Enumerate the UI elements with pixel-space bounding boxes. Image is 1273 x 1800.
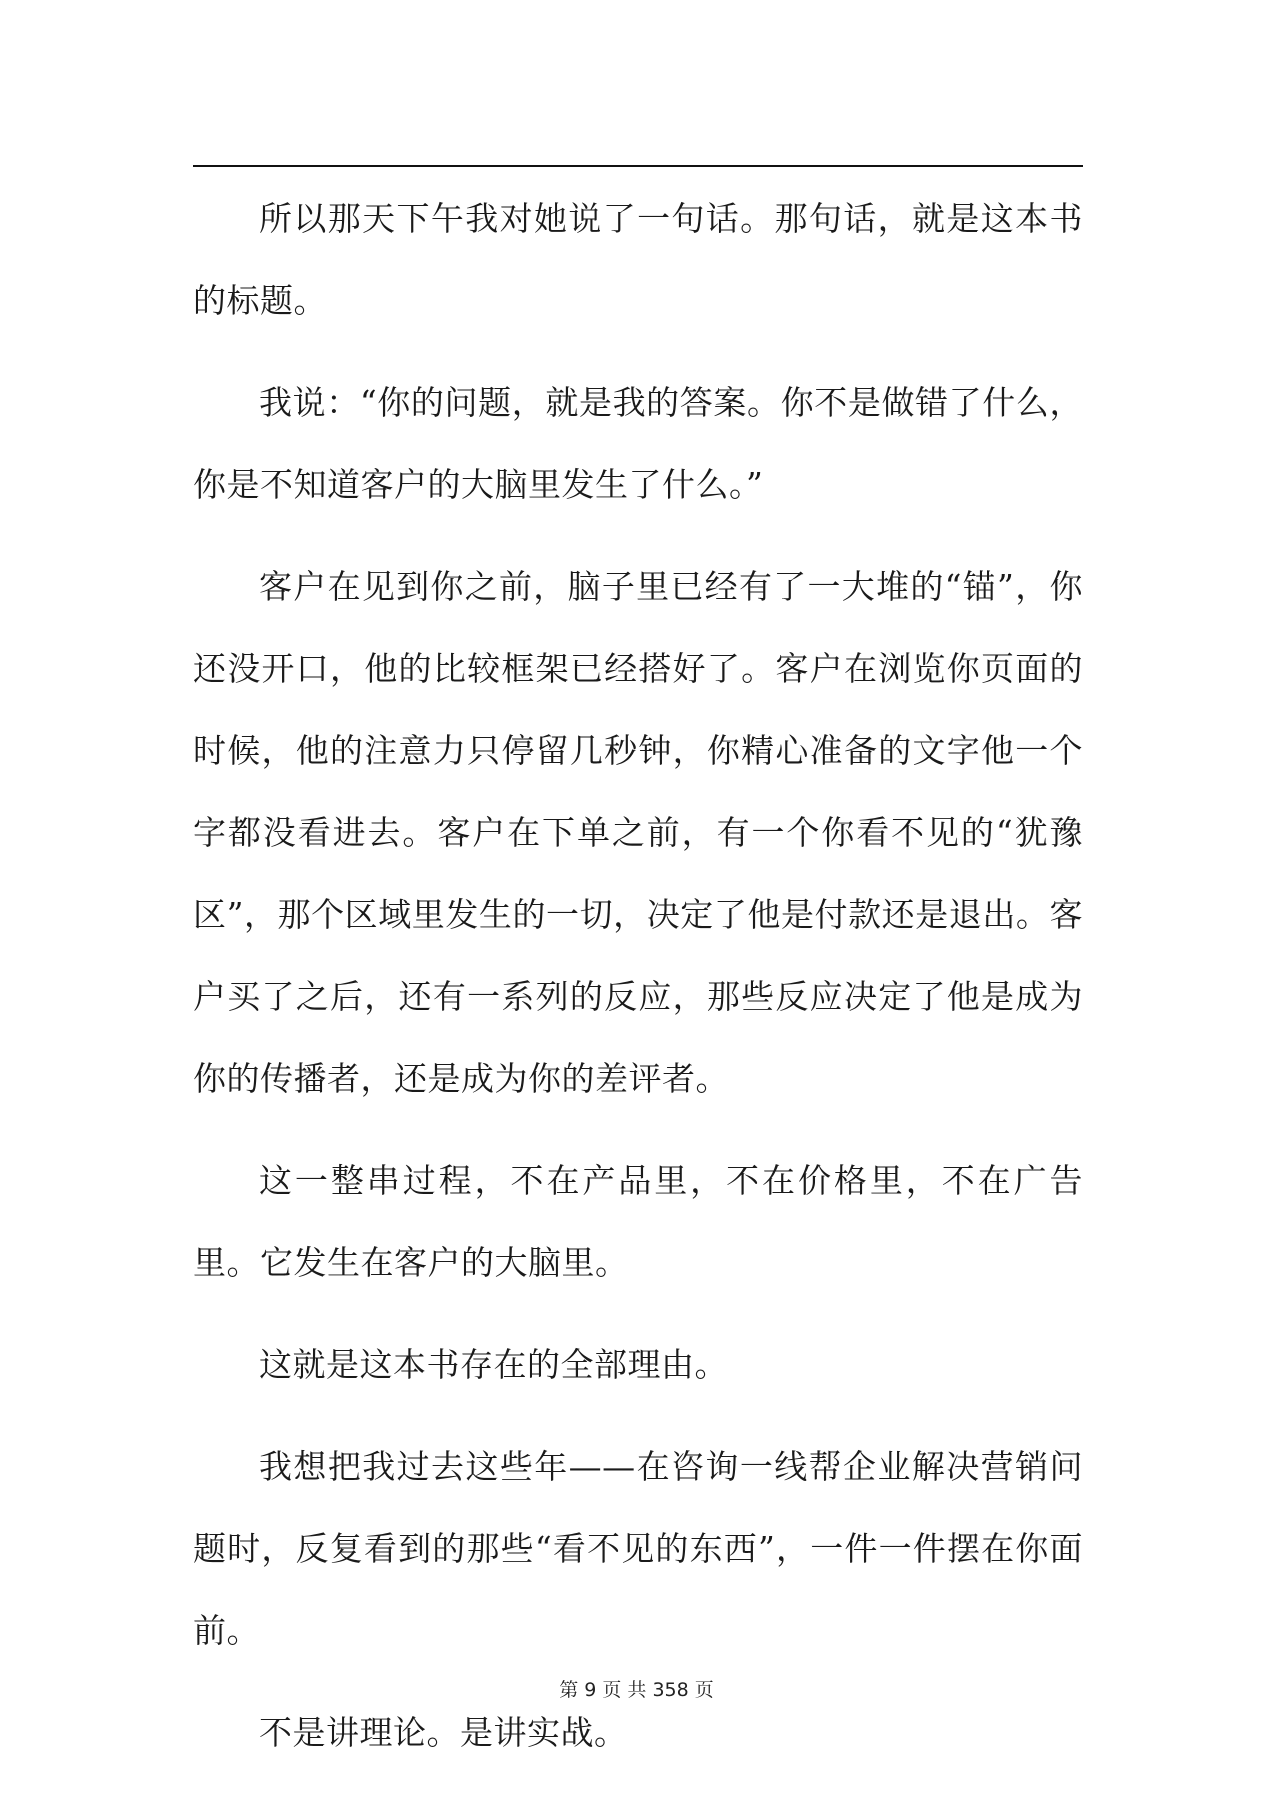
paragraph-3: 客户在见到你之前，脑子里已经有了一大堆的“锚”，你还没开口，他的比较框架已经搭好了。客户在浏览你页面的时候，他的注意力只停留几秒钟，你精心准备的文字他一个字都没看进去。客户在下单之前，有一个你看不见的“犹豫区”，那个区域里发生的一切，决定了他是付款还是退出。客户买了之后，还有一系列的反应，那些反应决定了他是成为你的传播者，还是成为你的差评者。 [193, 567, 1083, 1098]
header-rule [193, 165, 1083, 167]
paragraph-5: 这就是这本书存在的全部理由。 [259, 1345, 728, 1384]
paragraph-1: 所以那天下午我对她说了一句话。那句话，就是这本书的标题。 [193, 199, 1083, 320]
body-text [193, 178, 1083, 1774]
paragraph-6: 我想把我过去这些年——在咨询一线帮企业解决营销问题时，反复看到的那些“看不见的东西”，一件一件摆在你面前。 [193, 1447, 1083, 1650]
paragraph-7: 不是讲理论。是讲实战。 [259, 1713, 628, 1752]
page-number-footer: 第 9 页 共 358 页 [559, 1679, 714, 1701]
paragraph-2: 我说：“你的问题，就是我的答案。你不是做错了什么，你是不知道客户的大脑里发生了什么。” [193, 383, 1083, 504]
paragraph-4: 这一整串过程，不在产品里，不在价格里，不在广告里。它发生在客户的大脑里。 [193, 1161, 1083, 1282]
